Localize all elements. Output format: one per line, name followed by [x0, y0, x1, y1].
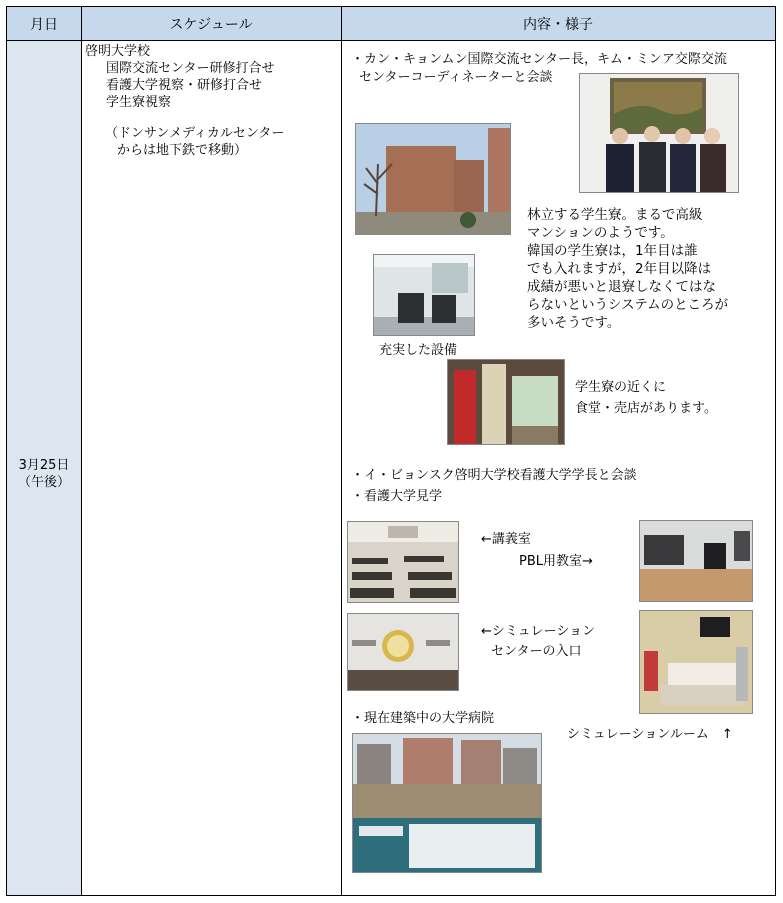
header-date-label: 月日	[30, 16, 58, 33]
schedule-table	[6, 6, 776, 896]
dorm-description: 林立する学生寮。まるで高級 マンションのようです。 韓国の学生寮は，1年目は誰 でも入れますが，2年目以降は 成績が悪いと退寮しなくてはな らないというシステムのところが 多いそうです。	[527, 207, 729, 331]
store-caption: 学生寮の近くに	[575, 380, 667, 395]
divider	[81, 7, 82, 895]
facility-caption: 充実した設備	[379, 343, 458, 358]
sim-entrance-caption: センターの入口	[491, 644, 582, 659]
header-schedule	[81, 7, 341, 41]
lecture-room-photo	[347, 521, 459, 603]
meeting-1: センターコーディネーターと会談	[359, 70, 553, 85]
schedule-item: 看護大学視察・研修打合せ	[106, 78, 263, 93]
meeting-1: ・カン・キョンムン国際交流センター長，キム・ミンア交際交流	[351, 52, 727, 67]
schedule-note: からは地下鉄で移動）	[117, 143, 248, 158]
store-photo	[447, 359, 565, 445]
pbl-room-caption: PBL用教室→	[519, 554, 593, 569]
lecture-room-caption: ←講義室	[481, 532, 531, 547]
schedule-item: 学生寮視察	[106, 95, 172, 110]
sim-room-photo	[639, 610, 753, 714]
divider	[341, 7, 342, 895]
schedule-school: 啓明大学校	[85, 44, 151, 59]
hospital-caption: ・現在建築中の大学病院	[351, 711, 495, 726]
tour-caption: ・看護大学見学	[351, 489, 443, 504]
header-schedule-label: スケジュール	[169, 16, 253, 33]
header-content	[341, 7, 775, 41]
date-period: （午後）	[17, 475, 70, 490]
schedule-note: （ドンサンメディカルセンター	[105, 126, 285, 141]
hospital-photo	[352, 733, 542, 873]
meeting-2: ・イ・ビョンスク啓明大学校看護大学学長と会談	[351, 468, 637, 483]
dormitory-photo	[355, 123, 511, 235]
sim-entrance-caption: ←シミュレーション	[481, 624, 596, 639]
date-text: 3月25日	[18, 458, 70, 473]
header-date	[7, 7, 81, 41]
sim-entrance-photo	[347, 613, 459, 691]
schedule-item: 国際交流センター研修打合せ	[106, 61, 275, 76]
header-content-label: 内容・様子	[523, 16, 593, 33]
store-caption: 食堂・売店があります。	[575, 401, 717, 416]
equipment-photo	[373, 254, 475, 336]
date-cell	[7, 457, 81, 491]
pbl-room-photo	[639, 520, 753, 602]
meeting-photo	[579, 73, 739, 193]
sim-room-caption: シミュレーションルーム ↑	[567, 727, 733, 742]
